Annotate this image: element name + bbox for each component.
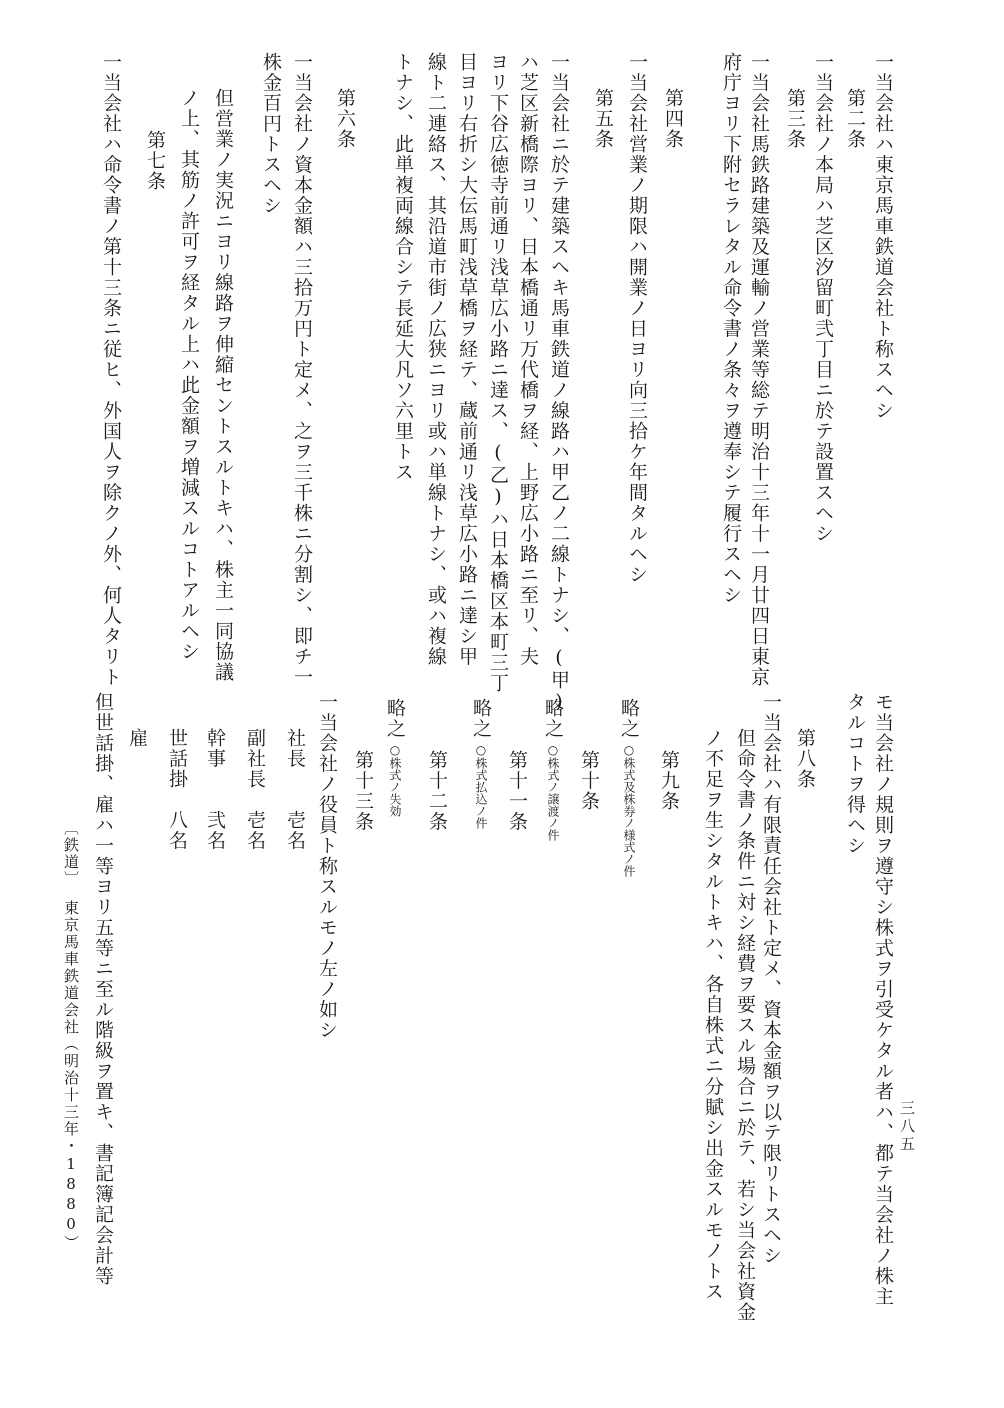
omitted-text (373, 698, 404, 817)
officer-row: 副社長 壱名 (244, 728, 266, 851)
article-heading: 第四条 (662, 88, 684, 150)
text-column: 一当会社馬鉄路建築及運輸ノ営業等総テ明治十三年十一月廿四日東京 (748, 52, 770, 688)
omitted-label: 略之 (470, 698, 492, 739)
text-column: 株金百円トスヘシ (260, 52, 282, 216)
text-column: 目ヨリ右折シ大伝馬町浅草橋ヲ経テ、蔵前通リ浅草広小路ニ達シ甲 (456, 52, 478, 667)
omitted-note: ○株式ノ譲渡ノ件 (546, 743, 560, 841)
officer-row: 世話掛 八名 (166, 728, 188, 851)
article-heading: 第九条 (658, 750, 680, 812)
page-number: 三八五 (898, 1100, 916, 1154)
text-column: モ当会社ノ規則ヲ遵守シ株式ヲ引受ケタル者ハ、都テ当会社ノ株主 (872, 692, 894, 1307)
running-footer-label: 〔鉄道〕 (62, 820, 80, 888)
officer-row: 社長 壱名 (284, 728, 306, 851)
omitted-note: ○株式払込ノ件 (474, 743, 488, 829)
omitted-label: 略之 (542, 698, 564, 739)
article-heading: 第七条 (144, 130, 166, 192)
text-column: 一当会社ノ役員ト称スルモノ左ノ如シ (316, 692, 338, 1041)
text-column: 府庁ヨリ下附セラレタル命令書ノ条々ヲ遵奉シテ履行スヘシ (720, 52, 742, 606)
officer-row: 幹事 弐名 (204, 728, 226, 851)
article-heading: 第二条 (844, 88, 866, 150)
text-column: 一当会社営業ノ期限ハ開業ノ日ヨリ向三拾ケ年間タルヘシ (626, 52, 648, 585)
top-text-block (0, 40, 1004, 714)
text-column: ノ不足ヲ生シタルトキハ、各自株式ニ分賦シ出金スルモノトス (702, 728, 724, 1302)
omitted-text (531, 698, 562, 841)
text-column: 一当会社ハ東京馬車鉄道会社ト称スヘシ (872, 52, 894, 421)
officer-row: 雇 (126, 728, 148, 749)
text-column: ヨリ下谷広徳寺前通リ浅草広小路ニ達ス、(乙)ハ日本橋区本町三丁 (487, 52, 509, 694)
article-heading: 第十条 (578, 750, 600, 812)
text-column: タルコトヲ得ヘシ (844, 692, 866, 856)
text-column: 一当会社ニ於テ建築スヘキ馬車鉄道ノ線路ハ甲乙ノ二線トナシ、(甲) (548, 52, 570, 714)
text-column: 一当会社ノ資本金額ハ三拾万円ト定メ、之ヲ三千株ニ分割シ、即チ一 (291, 52, 313, 688)
article-heading: 第三条 (784, 88, 806, 150)
text-column: 一当会社ハ有限責任会社ト定メ、資本金額ヲ以テ限リトスヘシ (760, 692, 782, 1266)
article-heading: 第十二条 (426, 750, 448, 832)
text-column: 但世話掛、雇ハ一等ヨリ五等ニ至ル階級ヲ置キ、書記簿記会計等 (92, 692, 114, 1287)
running-footer-source: 東京馬車鉄道会社（明治十三年・1880） (62, 900, 80, 1252)
text-column: ハ芝区新橋際ヨリ、日本橋通リ万代橋ヲ経、上野広小路ニ至リ、夫 (517, 52, 539, 667)
article-heading: 第八条 (794, 728, 816, 790)
article-heading: 第六条 (334, 88, 356, 150)
omitted-note: ○株式及株券ノ様式ノ件 (622, 743, 636, 877)
text-column: トナシ、此単複両線合シテ長延大凡ソ六里トス (392, 52, 414, 483)
text-column: 但営業ノ実況ニヨリ線路ヲ伸縮セントスルトキハ、株主一同協議 (212, 88, 234, 683)
bottom-text-block (0, 680, 1004, 1323)
text-column: 但命令書ノ条件ニ対シ経費ヲ要スル場合ニ於テ、若シ当会社資金 (734, 728, 756, 1323)
text-column: ノ上、其筋ノ許可ヲ経タル上ハ此金額ヲ増減スルコトアルヘシ (178, 88, 200, 662)
text-column: 線ト二連絡ス、其沿道市街ノ広狭ニヨリ或ハ単線トナシ、或ハ複線 (425, 52, 447, 667)
article-heading: 第十一条 (506, 750, 528, 832)
article-heading: 第五条 (592, 88, 614, 150)
omitted-text (459, 698, 490, 829)
text-column: 一当会社ハ命令書ノ第十三条ニ従ヒ、外国人ヲ除クノ外、何人タリト (100, 52, 122, 688)
omitted-label: 略之 (384, 698, 406, 739)
article-heading: 第十三条 (352, 750, 374, 832)
text-column: 一当会社ノ本局ハ芝区汐留町弐丁目ニ於テ設置スヘシ (812, 52, 834, 544)
omitted-text (607, 698, 638, 877)
omitted-label: 略之 (618, 698, 640, 739)
omitted-note: ○株式ノ失効 (388, 743, 402, 817)
